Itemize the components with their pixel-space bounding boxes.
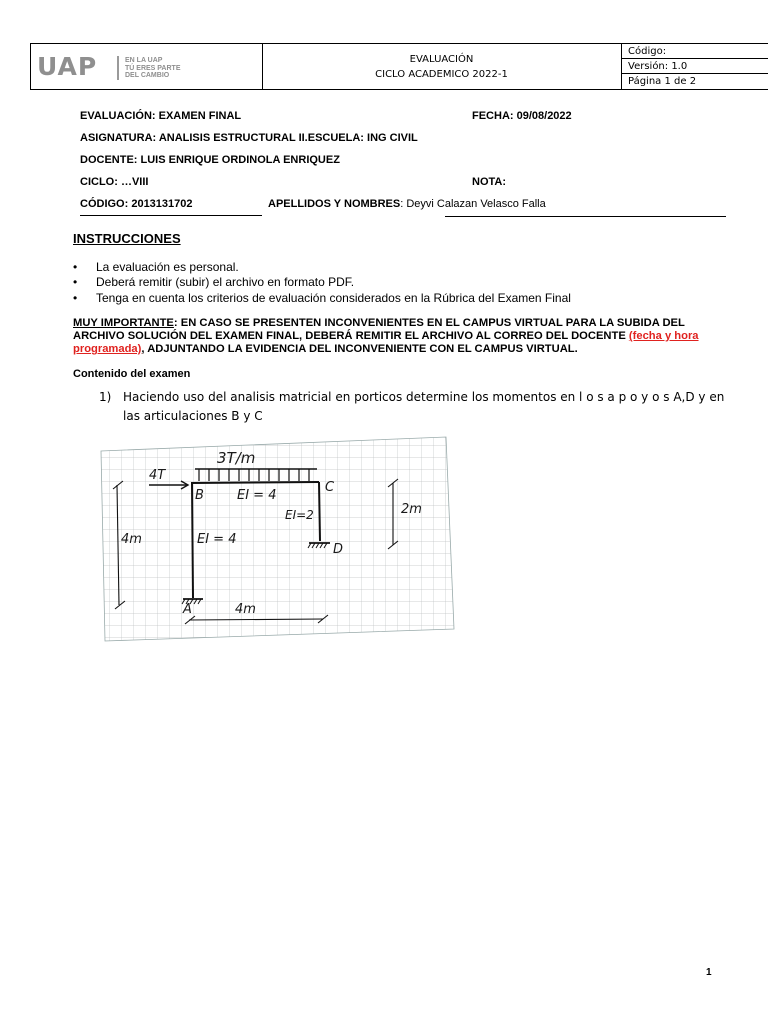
- apellidos-label: APELLIDOS Y NOMBRES: [268, 198, 401, 210]
- node-a-label: A: [183, 602, 192, 617]
- question-number: 1): [99, 390, 112, 404]
- node-c-label: C: [325, 480, 335, 495]
- bullet-icon: •: [73, 275, 78, 289]
- nota-label: NOTA:: [472, 176, 507, 188]
- header-pagina: Página 1 de 2: [628, 76, 697, 87]
- header-version: Versión: 1.0: [621, 59, 768, 74]
- apellidos-value: : Deyvi Calazan Velasco Falla: [400, 198, 546, 210]
- frame-diagram: [97, 433, 455, 645]
- span-label: 4m: [235, 602, 256, 617]
- header-title-cell: [262, 44, 622, 89]
- codigo-underline: [80, 215, 262, 216]
- right-height-label: 2m: [401, 502, 422, 517]
- ei-left-column-label: EI = 4: [197, 532, 237, 547]
- asignatura-label: ASIGNATURA: ANALISIS ESTRUCTURAL II.ESCUELA: ING CIVIL: [80, 132, 418, 144]
- important-label: MUY IMPORTANTE: [73, 317, 174, 329]
- beam-bc: [191, 482, 319, 483]
- important-text-end: , ADJUNTANDO LA EVIDENCIA DEL INCONVENIENTE CON EL CAMPUS VIRTUAL.: [141, 343, 578, 355]
- fecha-label: FECHA: 09/08/2022: [472, 110, 572, 122]
- important-notice: [73, 317, 733, 356]
- header-title: EVALUACIÓN: [409, 54, 474, 65]
- document-header: [30, 43, 768, 90]
- question-1: [99, 388, 743, 426]
- column-ab: [192, 483, 193, 598]
- header-subtitle: CICLO ACADEMICO 2022-1: [375, 69, 508, 80]
- apellidos-underline: [445, 216, 726, 217]
- apellidos-field: [268, 198, 546, 210]
- docente-label: DOCENTE: LUIS ENRIQUE ORDINOLA ENRIQUEZ: [80, 154, 340, 166]
- column-cd: [319, 482, 320, 541]
- instructions-title: INSTRUCCIONES: [73, 231, 181, 246]
- header-codigo: Código:: [621, 44, 768, 59]
- question-text: Haciendo uso del analisis matricial en porticos determine los momentos en l o s a p o y o s A,D y en las articulaciones B y C: [123, 390, 725, 423]
- important-text: : EN CASO SE PRESENTEN INCONVENIENTES EN EL CAMPUS VIRTUAL PARA LA SUBIDA DEL ARCHIVO SOLUCIÓN DEL EXAMEN FINAL, DEBERÁ REMITIR EL ARCHIVO AL CORREO DEL DOCENTE: [73, 317, 685, 342]
- ei-beam-label: EI = 4: [237, 488, 277, 503]
- bullet-icon: •: [73, 291, 78, 305]
- bullet-icon: •: [73, 260, 78, 274]
- evaluacion-label: EVALUACIÓN: EXAMEN FINAL: [80, 110, 242, 122]
- ei-right-column-label: EI=2: [285, 508, 314, 522]
- logo-cell: [31, 44, 263, 89]
- content-title: Contenido del examen: [73, 368, 191, 380]
- codigo-label: CÓDIGO: 2013131702: [80, 198, 193, 210]
- load-label: 3T/m: [217, 449, 256, 467]
- node-d-label: D: [333, 542, 344, 557]
- node-b-label: B: [195, 488, 204, 503]
- header-meta-cell: [621, 44, 768, 89]
- ciclo-label: CICLO: …VIII: [80, 176, 149, 188]
- uap-logo: [37, 52, 181, 81]
- left-height-label: 4m: [121, 532, 142, 547]
- logo-text: UAP: [37, 52, 98, 81]
- page-number: 1: [706, 967, 712, 978]
- point-load-label: 4T: [149, 468, 166, 483]
- logo-divider: [117, 56, 119, 80]
- logo-tagline: EN LA UAP TÚ ERES PARTE DEL CAMBIO: [125, 57, 181, 79]
- important-deadline: (fecha y hora programada): [73, 330, 699, 355]
